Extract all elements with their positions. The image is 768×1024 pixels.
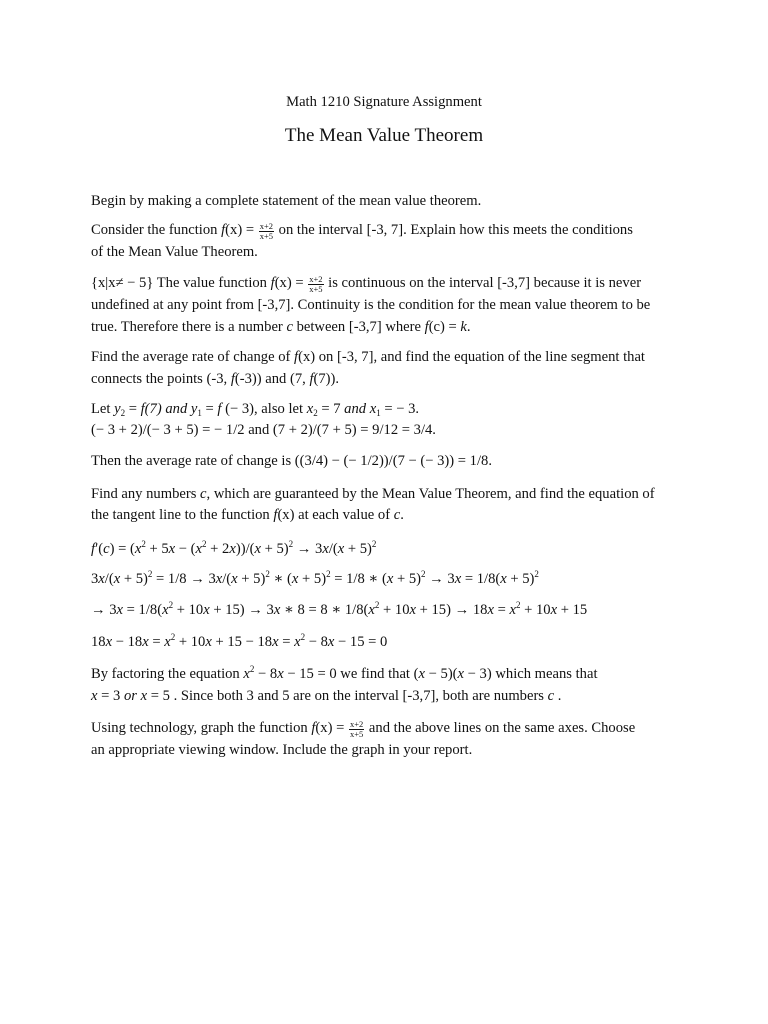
- prompt-find-c-cont: the tangent line to the function f(x) at each value of c.: [91, 507, 404, 523]
- let-definitions: Let $y_2 = f(7)$ and $y_1 = f$ (− 3), also let $x_2 = 7$ and $x_1$ = − 3.: [91, 401, 420, 418]
- prompt-average-rate: Find the average rate of change of f(x) on [-3, 7], and find the equation of the line segment that: [91, 349, 645, 365]
- prompt-graph-cont: an appropriate viewing window. Include the graph in your report.: [91, 742, 473, 758]
- factoring-line1: By factoring the equation $x^2 - 8x - 15 = 0$ we find that (x − 5)(x − 3) which means that: [91, 664, 598, 682]
- answer-continuity-line2: undefined at any point from [-3,7]. Continuity is the condition for the mean value theorem to be: [91, 297, 651, 313]
- solve-equation-step2: → $3x = 1/8(x^2 + 10x + 15) \to 3x$ ∗ 8 = 8 ∗ $1/8(x^2 + 10x + 15) \to 18x = x^2 + 10x + 15$: [91, 600, 588, 618]
- point-calculation: (− 3 + 2)/(− 3 + 5) = − 1/2 and (7 + 2)/(7 + 5) = 9/12 = 3/4.: [91, 422, 436, 438]
- derivative-equation: $f'(c) = (x^2 + 5x - (x^2 + 2x))/(x + 5)^2 \to 3x/(x + 5)^2$: [91, 539, 377, 557]
- document-title: The Mean Value Theorem: [284, 125, 484, 146]
- solve-equation-step3: $18x - 18x = x^2 + 10x + 15 - 18x = x^2 - 8x - 15 = 0$: [91, 632, 388, 650]
- function-fraction: $\frac{x+2}{x+5}$: [349, 719, 364, 739]
- solve-equation-step1: $3x/(x + 5)^2 = 1/8 \to 3x/(x + 5)^2$ ∗ $(x + 5)^2 = 1/8$ ∗ $(x + 5)^2 \to 3x = 1/8(x + 5)^2$: [91, 569, 539, 587]
- answer-continuity-line3: true. Therefore there is a number c between [-3,7] where f(c) = k.: [91, 319, 471, 335]
- function-fraction: $\frac{x+2}{x+5}$: [309, 274, 323, 294]
- answer-continuity-line1: {x|x≠ − 5} The value function f(x) = $\frac{x+2}{x+5}$ is continuous on the interval [-3,7] because it is never: [91, 274, 642, 294]
- factoring-line2: x = 3 or x = 5 . Since both 3 and 5 are on the interval [-3,7], both are numbers c .: [91, 688, 562, 704]
- average-rate-result: Then the average rate of change is ((3/4) − (− 1/2))/(7 − (− 3)) = 1/8.: [91, 453, 492, 469]
- prompt-statement: Begin by making a complete statement of the mean value theorem.: [91, 193, 482, 209]
- prompt-consider-function: Consider the function f(x) = $\frac{x+2}{x+5}$ on the interval [-3, 7]. Explain how this meets the conditions: [91, 221, 633, 241]
- prompt-consider-function-cont: of the Mean Value Theorem.: [91, 244, 258, 260]
- course-title: Math 1210 Signature Assignment: [286, 94, 482, 110]
- prompt-find-c: Find any numbers c, which are guaranteed by the Mean Value Theorem, and find the equation of: [91, 486, 655, 502]
- function-fraction: $\frac{x+2}{x+5}$: [259, 221, 274, 241]
- prompt-graph: Using technology, graph the function f(x) = $\frac{x+2}{x+5}$ and the above lines on the same axes. Choose: [91, 719, 636, 739]
- prompt-average-rate-cont: connects the points (-3, f(-3)) and (7, f(7)).: [91, 371, 340, 387]
